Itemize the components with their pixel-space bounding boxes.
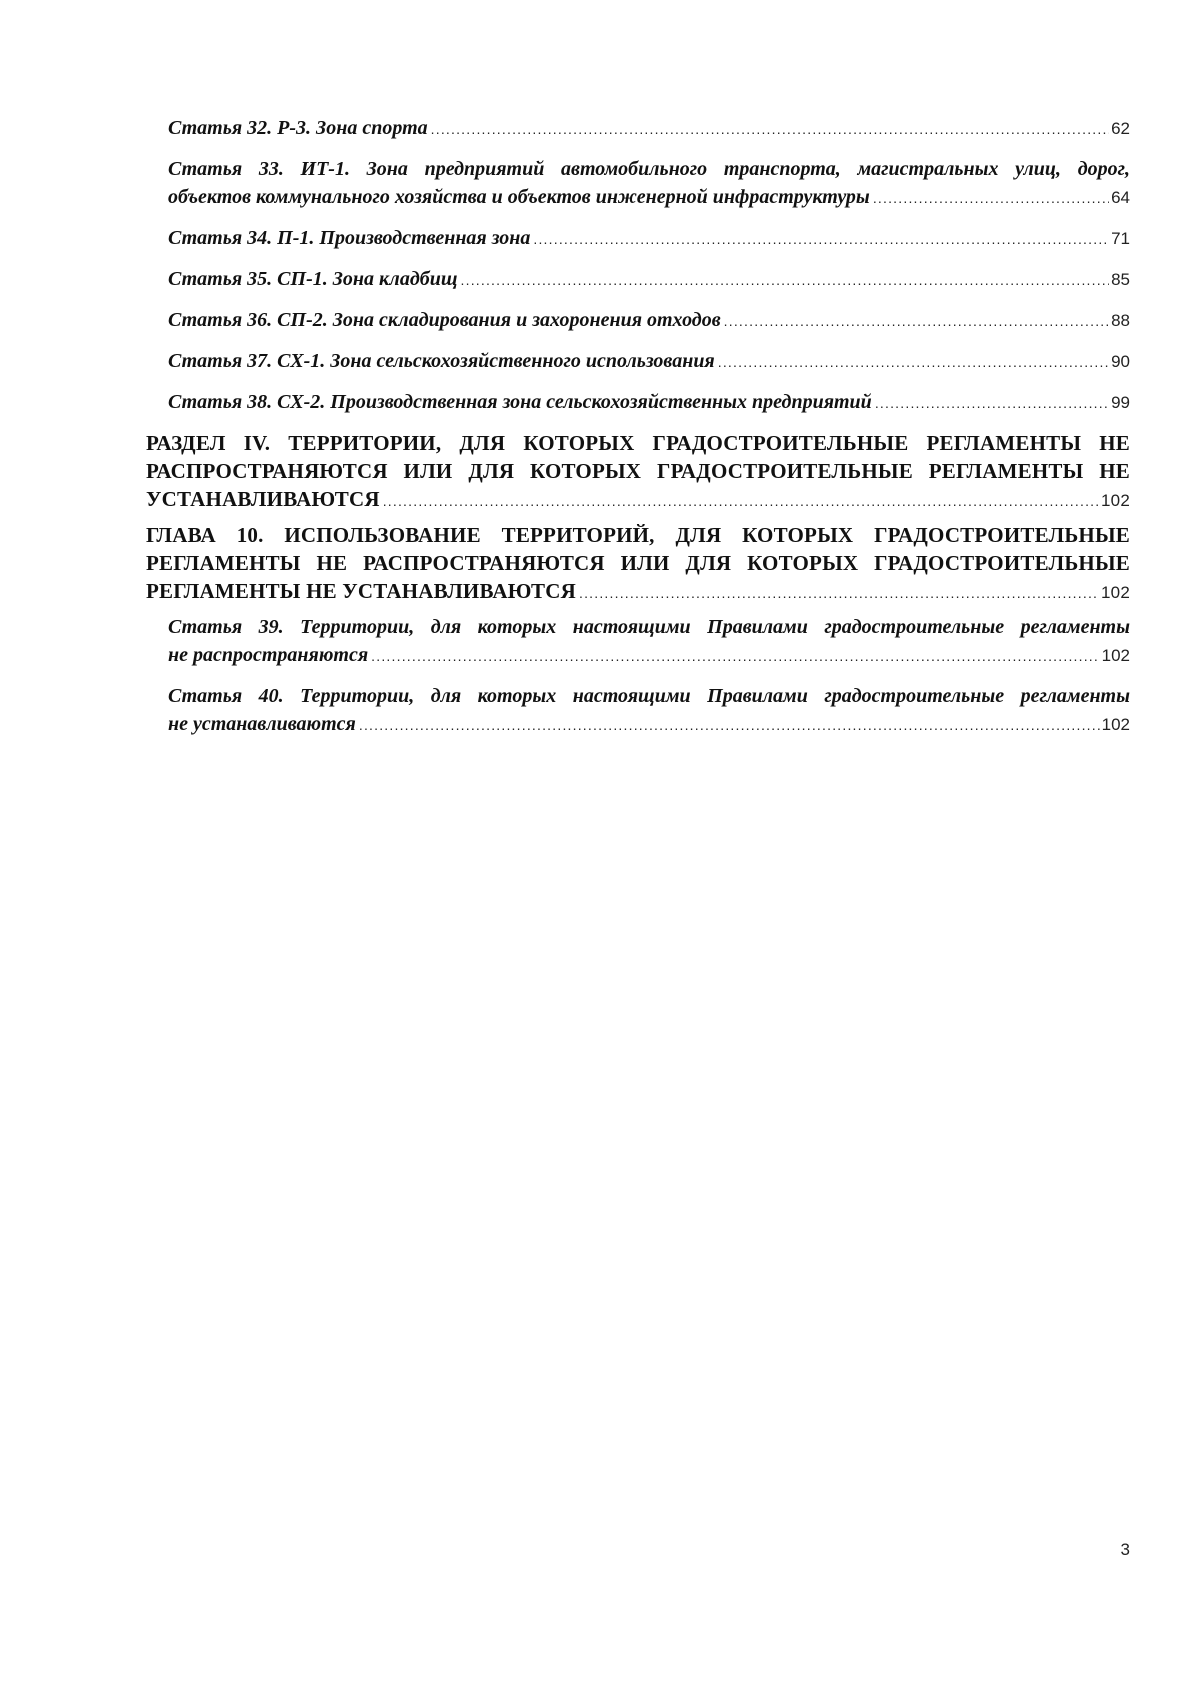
toc-entry-title-line: РАЗДЕЛ IV. ТЕРРИТОРИИ, ДЛЯ КОТОРЫХ ГРАДОСТРОИТЕЛЬНЫЕ РЕГЛАМЕНТЫ НЕ xyxy=(146,431,1130,455)
toc-page-number: 71 xyxy=(1111,229,1130,248)
toc-page-number: 64 xyxy=(1111,188,1130,207)
toc-entry-title: Статья 35. СП-1. Зона кладбищ xyxy=(168,268,458,290)
toc-entry-article-38[interactable] xyxy=(168,388,1130,417)
toc-entry-title: не устанавливаются xyxy=(168,713,356,735)
toc-entry-article-34[interactable] xyxy=(168,224,1130,253)
dot-leader xyxy=(533,225,1109,253)
toc-page-number: 102 xyxy=(1101,491,1130,510)
toc-page-number: 85 xyxy=(1111,270,1130,289)
dot-leader xyxy=(383,487,1099,515)
toc-entry-article-37[interactable] xyxy=(168,347,1130,376)
dot-leader xyxy=(461,266,1110,294)
dot-leader xyxy=(371,642,1099,670)
toc-page-number: 99 xyxy=(1111,393,1130,412)
toc-entry-title: Статья 38. СХ-2. Производственная зона сельскохозяйственных предприятий xyxy=(168,391,872,413)
dot-leader xyxy=(718,348,1109,376)
toc-entry-article-35[interactable] xyxy=(168,265,1130,294)
page-number: 3 xyxy=(1120,1540,1130,1559)
toc-entry-title-line: РАСПРОСТРАНЯЮТСЯ ИЛИ ДЛЯ КОТОРЫХ ГРАДОСТРОИТЕЛЬНЫЕ РЕГЛАМЕНТЫ НЕ xyxy=(146,459,1130,483)
toc-entry-title-line: РЕГЛАМЕНТЫ НЕ РАСПРОСТРАНЯЮТСЯ ИЛИ ДЛЯ КОТОРЫХ ГРАДОСТРОИТЕЛЬНЫЕ xyxy=(146,551,1130,575)
table-of-contents xyxy=(146,114,1130,751)
toc-entry-article-40[interactable] xyxy=(168,682,1130,739)
dot-leader xyxy=(579,579,1099,607)
toc-entry-title: не распространяются xyxy=(168,644,369,666)
toc-entry-article-32[interactable] xyxy=(168,114,1130,143)
toc-entry-title: Статья 36. СП-2. Зона складирования и захоронения отходов xyxy=(168,309,721,331)
toc-entry-article-36[interactable] xyxy=(168,306,1130,335)
toc-entry-title-line: Статья 39. Территории, для которых настоящими Правилами градостроительные регламенты xyxy=(168,616,1130,638)
toc-entry-title: Статья 37. СХ-1. Зона сельскохозяйственного использования xyxy=(168,350,715,372)
toc-entry-title-line: Статья 33. ИТ-1. Зона предприятий автомобильного транспорта, магистральных улиц, дорог, xyxy=(168,158,1130,180)
dot-leader xyxy=(431,115,1109,143)
toc-page-number: 102 xyxy=(1101,583,1130,602)
toc-entry-title: Статья 32. Р-3. Зона спорта xyxy=(168,117,428,139)
toc-entry-title-line: ГЛАВА 10. ИСПОЛЬЗОВАНИЕ ТЕРРИТОРИЙ, ДЛЯ КОТОРЫХ ГРАДОСТРОИТЕЛЬНЫЕ xyxy=(146,523,1130,547)
toc-entry-title-line: Статья 40. Территории, для которых настоящими Правилами градостроительные регламенты xyxy=(168,685,1130,707)
toc-entry-title: Статья 34. П-1. Производственная зона xyxy=(168,227,531,249)
toc-entry-section-4[interactable] xyxy=(146,429,1130,515)
toc-entry-title: РЕГЛАМЕНТЫ НЕ УСТАНАВЛИВАЮТСЯ xyxy=(146,579,576,603)
toc-page-number: 102 xyxy=(1101,646,1130,665)
toc-entry-title: УСТАНАВЛИВАЮТСЯ xyxy=(146,487,380,511)
dot-leader xyxy=(724,307,1109,335)
toc-entry-chapter-10[interactable] xyxy=(146,521,1130,607)
toc-entry-title: объектов коммунального хозяйства и объектов инженерной инфраструктуры xyxy=(168,186,870,208)
toc-page-number: 102 xyxy=(1101,715,1130,734)
toc-page-number: 90 xyxy=(1111,352,1130,371)
toc-page-number: 62 xyxy=(1111,119,1130,138)
dot-leader xyxy=(873,184,1109,212)
toc-page-number: 88 xyxy=(1111,311,1130,330)
toc-entry-article-33[interactable] xyxy=(168,155,1130,212)
dot-leader xyxy=(875,389,1109,417)
dot-leader xyxy=(359,711,1100,739)
toc-entry-article-39[interactable] xyxy=(168,613,1130,670)
